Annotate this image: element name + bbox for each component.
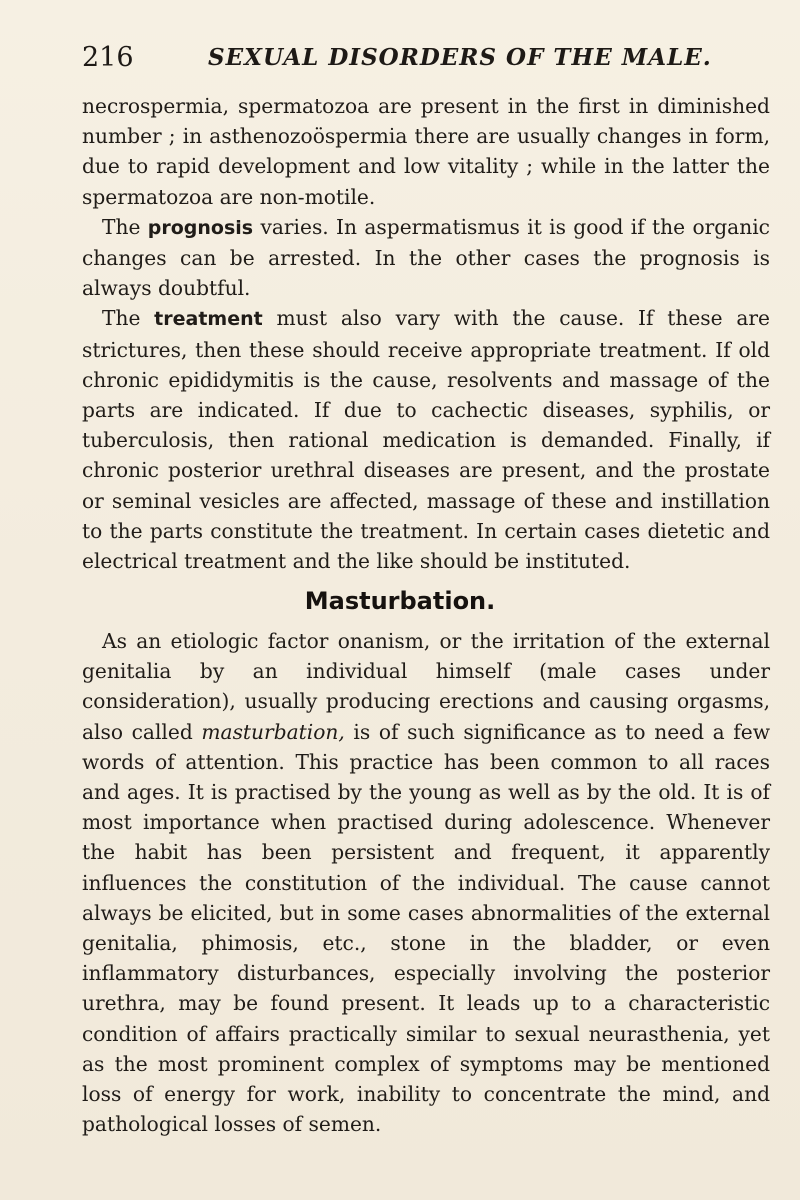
prognosis-lead: The bbox=[102, 214, 148, 239]
prognosis-text: varies. In aspermatismus it is good if the organic changes can be arrested. In the other cases the prognosis is always doubtful. bbox=[82, 214, 770, 301]
treatment-lead: The bbox=[102, 306, 155, 331]
paragraph-treatment bbox=[82, 303, 770, 576]
section-heading: Masturbation. bbox=[304, 587, 496, 615]
body-text-masturbation bbox=[82, 626, 770, 1139]
paragraph-continuation: necrospermia, spermatozoa are present in the first in diminished number ; in asthenozoöspermia there are usually changes in form, due to rapid development and low vitality ; while in the latter the spermatozoa are non-motile. bbox=[82, 94, 770, 209]
paragraph-prognosis bbox=[82, 212, 770, 304]
running-head: SEXUAL DISORDERS OF THE MALE. bbox=[208, 44, 712, 71]
page-number: 216 bbox=[82, 42, 134, 73]
masturbation-text-before: As an etiologic factor onanism, or the irritation of the external genitalia by an individual himself (male cases under consideration), usually producing erections and causing orgasms, also called bbox=[82, 629, 770, 744]
masturbation-text-after: is of such significance as to need a few words of attention. This practice has been common to all races and ages. It is practised by the young as well as by the old. It is of most importance when practised during adolescence. Whenever the habit has been persistent and frequent, it apparently influences the constitution of the individual. The cause cannot always be elicited, but in some cases abnormalities of the external genitalia, phimosis, etc., stone in the bladder, or even inflammatory disturbances, especially involving the posterior urethra, may be found present. It leads up to a characteristic condition of affairs practically similar to sexual neurasthenia, yet as the most prominent complex of symptoms may be mentioned loss of energy for work, inability to concentrate the mind, and pathological losses of semen. bbox=[82, 719, 771, 1137]
masturbation-term: masturbation, bbox=[201, 719, 345, 744]
page-header bbox=[0, 38, 800, 78]
body-text-top bbox=[82, 91, 770, 576]
prognosis-term: prognosis bbox=[147, 216, 254, 239]
treatment-term: treatment bbox=[154, 308, 263, 331]
paragraph-masturbation bbox=[82, 626, 770, 1139]
treatment-text: must also vary with the cause. If these are strictures, then these should receive appropriate treatment. If old chronic epididymitis is the cause, resolvents and massage of the parts are indicated. If due to cachectic diseases, syphilis, or tuberculosis, then rational medication is demanded. Finally, if chronic posterior urethral diseases are present, and the prostate or seminal vesicles are affected, massage of these and instillation to the parts constitute the treatment. In certain cases dietetic and electrical treatment and the like should be instituted. bbox=[82, 306, 770, 574]
